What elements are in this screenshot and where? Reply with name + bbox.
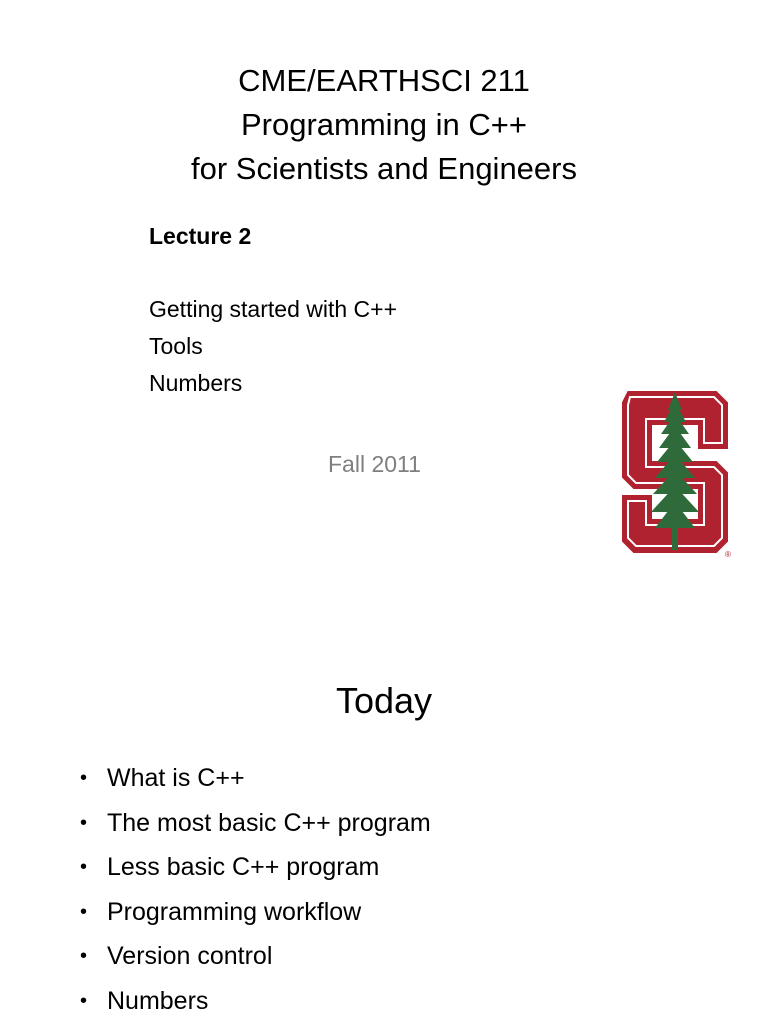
topic-item: Getting started with C++ xyxy=(149,296,398,322)
list-item-label: What is C++ xyxy=(107,764,245,792)
title-line: for Scientists and Engineers xyxy=(191,151,577,186)
lecture-label: Lecture 2 xyxy=(149,223,252,249)
list-item-label: Version control xyxy=(107,942,273,970)
bullet-icon: • xyxy=(80,989,88,1012)
list-item xyxy=(80,756,431,801)
list-item xyxy=(80,801,431,846)
bullet-icon: • xyxy=(80,767,88,789)
list-item-label: Numbers xyxy=(107,986,209,1015)
bullet-icon: • xyxy=(80,945,88,967)
term-label: Fall 2011 xyxy=(328,451,421,477)
list-item xyxy=(80,979,431,1024)
bullet-icon: • xyxy=(80,900,88,923)
list-item xyxy=(80,890,431,935)
stanford-logo-icon xyxy=(617,388,733,560)
topic-item: Tools xyxy=(149,333,203,359)
slide-title xyxy=(0,59,768,191)
title-line: Programming in C++ xyxy=(240,107,527,142)
list-item xyxy=(80,845,431,890)
bullet-icon: • xyxy=(80,811,88,834)
list-item-label: The most basic C++ program xyxy=(107,808,431,837)
bullet-icon: • xyxy=(80,856,88,878)
section-title: Today xyxy=(335,680,433,721)
title-line: CME/EARTHSCI 211 xyxy=(238,63,530,98)
topic-item: Numbers xyxy=(149,370,243,396)
bullet-list xyxy=(80,756,431,1023)
registered-mark: ® xyxy=(725,550,731,559)
list-item xyxy=(80,934,431,979)
list-item-label: Programming workflow xyxy=(107,897,362,926)
list-item-label: Less basic C++ program xyxy=(107,853,380,881)
